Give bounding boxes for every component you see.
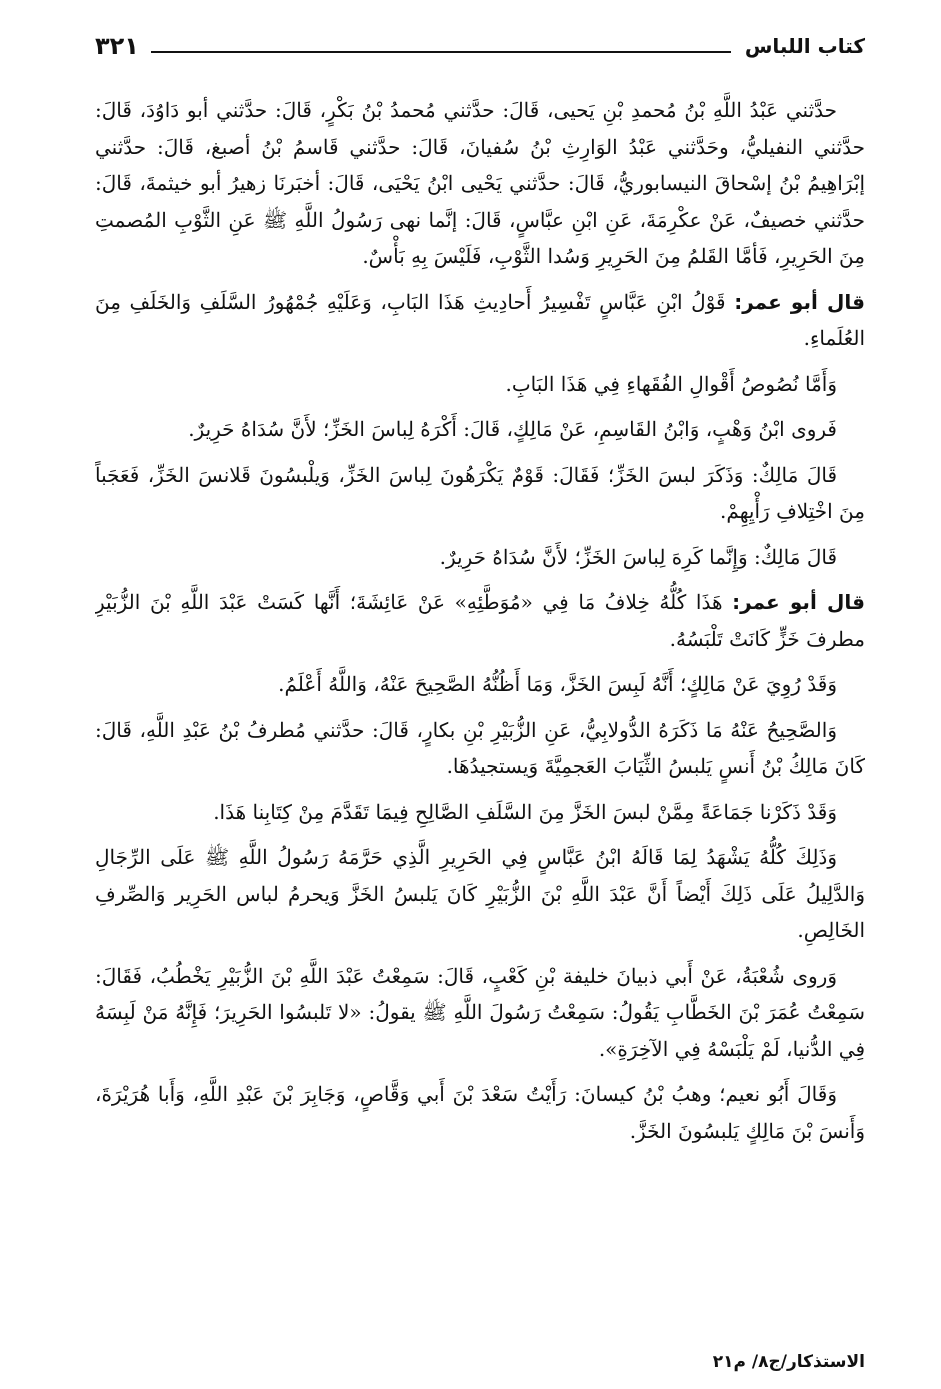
running-header xyxy=(95,28,865,64)
paragraph-text: وَقَدْ ذَكَرْنا جَمَاعَةً مِمَّنْ لبسَ الخَزَّ مِنَ السَّلَفِ الصَّالِحِ فِيمَا تَقَدَّمَ مِنْ كِتَابِنا هَذَا. xyxy=(213,799,837,824)
page-number: ٣٢١ xyxy=(95,32,139,60)
paragraph xyxy=(95,666,865,703)
book-chapter-title: كتاب اللباس xyxy=(744,34,865,58)
paragraph-text: وَأَمَّا نُصُوصُ أَقْوالِ الفُقَهاءِ فِي هَذَا البَابِ. xyxy=(505,371,837,396)
paragraph xyxy=(95,712,865,785)
header-rule xyxy=(151,51,731,53)
paragraph xyxy=(95,839,865,949)
paragraph xyxy=(95,411,865,448)
paragraph-text: وَروى شُعْبَةُ، عَنْ أَبي ذبيانَ خليفة بْنِ كَعْبٍ، قَالَ: سَمِعْتُ عَبْدَ اللَّهِ بْنَ الزُّبَيْرِ يَخْطُبُ، فَقَالَ: سَمِعْتُ عُمَرَ بْنَ الخَطَّابِ يَقُولُ: سَمِعْتُ رَسُولَ اللَّهِ ﷺ يقولُ: «لا تَلبسُوا الحَرِيرَ؛ فَإِنَّهُ مَنْ لَبِسَهُ فِي الدُّنيا، لَمْ يَلْبَسْهُ فِي الآخِرَةِ». xyxy=(95,963,865,1061)
paragraph xyxy=(95,539,865,576)
paragraph-text: قَوْلُ ابْنِ عَبَّاسٍ تَفْسِيرُ أَحادِيثِ هَذَا البَابِ، وَعَلَيْهِ جُمْهُورُ السَّلَفِ وَالخَلَفِ مِنَ العُلَماءِ. xyxy=(95,289,865,350)
signature-footer: الاستذكار/ج٨/ م٢١ xyxy=(712,1352,865,1372)
paragraph xyxy=(95,457,865,530)
paragraph xyxy=(95,284,865,357)
paragraph xyxy=(95,366,865,403)
paragraph-text: وَذَلِكَ كُلُّهُ يَشْهَدُ لِمَا قَالَهُ ابْنُ عَبَّاسٍ فِي الحَرِيرِ الَّذِي حَرَّمَهُ رَسُولُ اللَّهِ ﷺ عَلَى الرِّجَالِ وَالدَّلِيلُ عَلَى ذَلِكَ أَيْضاً أَنَّ عَبْدَ اللَّهِ بْنَ الزُّبَيْرِ كَانَ يَلبسُ الخَزَّ وَيحرمُ لباس الحَرِير وَالصِّرفِ الخَالِصِ. xyxy=(95,845,865,942)
paragraph-text: فَروى ابْنُ وَهْبٍ، وَابْنُ القَاسِمِ، عَنْ مَالِكٍ، قَالَ: أَكْرَهُ لِباسَ الخَزِّ؛ لأَنَّ سُدَاهُ حَرِيرٌ. xyxy=(188,417,837,441)
paragraph xyxy=(95,584,865,657)
paragraph-text: هَذَا كُلُّهُ خِلافُ مَا فِي «مُوَطَّئِهِ» عَنْ عَائِشَةَ؛ أَنَّها كَسَتْ عَبْدَ اللَّهِ بْنَ الزُّبَيْرِ مطرفَ خَزٍّ كَانَتْ تَلْبَسُهُ. xyxy=(95,590,865,651)
main-text xyxy=(95,92,865,1347)
paragraph-text: وَالصَّحِيحُ عَنْهُ مَا ذَكَرَهُ الدُّولابِيُّ، عَنِ الزُّبَيْرِ بْنِ بكارٍ، قَالَ: حدَّثني مُطرفُ بْنُ عَبْدِ اللَّهِ، قَالَ: كَانَ مَالِكُ بْنُ أَنسٍ يَلبسُ الثِّيَابَ العَجمِيَّةَ وَيستجيدُهَا. xyxy=(95,717,865,778)
paragraph xyxy=(95,958,865,1068)
speaker-label: قال أبو عمر: xyxy=(734,289,865,314)
speaker-label: قال أبو عمر: xyxy=(732,590,865,614)
paragraph-text: وَقَدْ رُوِيَ عَنْ مَالِكٍ؛ أَنَّهُ لَبِسَ الخَزَّ، وَمَا أَظُنُّهُ الصَّحِيحَ عَنْهُ، وَاللَّهُ أَعْلَمُ. xyxy=(278,672,837,696)
paragraph-text: حدَّثني عَبْدُ اللَّهِ بْنُ مُحمدِ بْنِ يَحيى، قَالَ: حدَّثني مُحمدُ بْنُ بَكْرٍ، قَالَ: حدَّثني أبو دَاوُدَ، قَالَ: حدَّثني النفيليُّ، وحَدَّثني عَبْدُ الوَارِثِ بْنُ سُفيانَ، قَالَ: حدَّثني قَاسمُ بْنُ أصبغ، قَالَ: حدَّثني إبْرَاهِيمُ بْنُ إسْحاقَ النيسابوريُّ، قَالَ: حدَّثني يَحْيى ابْنُ يَحْيَى، قَالَ: أخبَرنَا زهيرُ أبو خيثمةَ، قَالَ: حدَّثني خصيفٌ، عَنْ عكْرِمَةَ، عَنِ ابْنِ عبَّاسٍ، قَالَ: إنَّما نهى رَسُولُ اللَّهِ ﷺ عَنِ الثَّوْبِ المُصمتِ مِنَ الحَرِيرِ، فَأمَّا القَلمُ مِنَ الحَرِيرِ وَسُدا الثَّوْبِ، فَلَيْسَ بِهِ بَأْسٌ. xyxy=(95,98,865,268)
paragraph-text: قَالَ مَالِكٌ: وَذَكَرَ لبسَ الخَزِّ؛ فَقَالَ: قَوْمٌ يَكْرَهُونَ لِباسَ الخَزِّ، وَيلْبسُونَ قَلانسَ الخَزِّ، فَعَجَباً مِنَ اخْتِلافِ رَأْيِهِمْ. xyxy=(95,462,865,523)
paragraph xyxy=(95,1076,865,1149)
paragraph-text: قَالَ مَالِكٌ: وَإِنَّما كَرِهَ لِباسَ الخَزِّ؛ لأَنَّ سُدَاهُ حَرِيرٌ. xyxy=(439,544,837,569)
paragraph-text: وَقَالَ أَبُو نعيم؛ وهبُ بْنُ كيسانَ: رَأَيْتُ سَعْدَ بْنَ أَبي وَقَّاصٍ، وَجَابِرَ بْنَ عَبْدِ اللَّهِ، وَأَبا هُرَيْرَةَ، وَأَنسَ بْنَ مَالِكٍ يَلبسُونَ الخَزَّ. xyxy=(95,1082,865,1143)
paragraph xyxy=(95,92,865,275)
paragraph xyxy=(95,794,865,831)
